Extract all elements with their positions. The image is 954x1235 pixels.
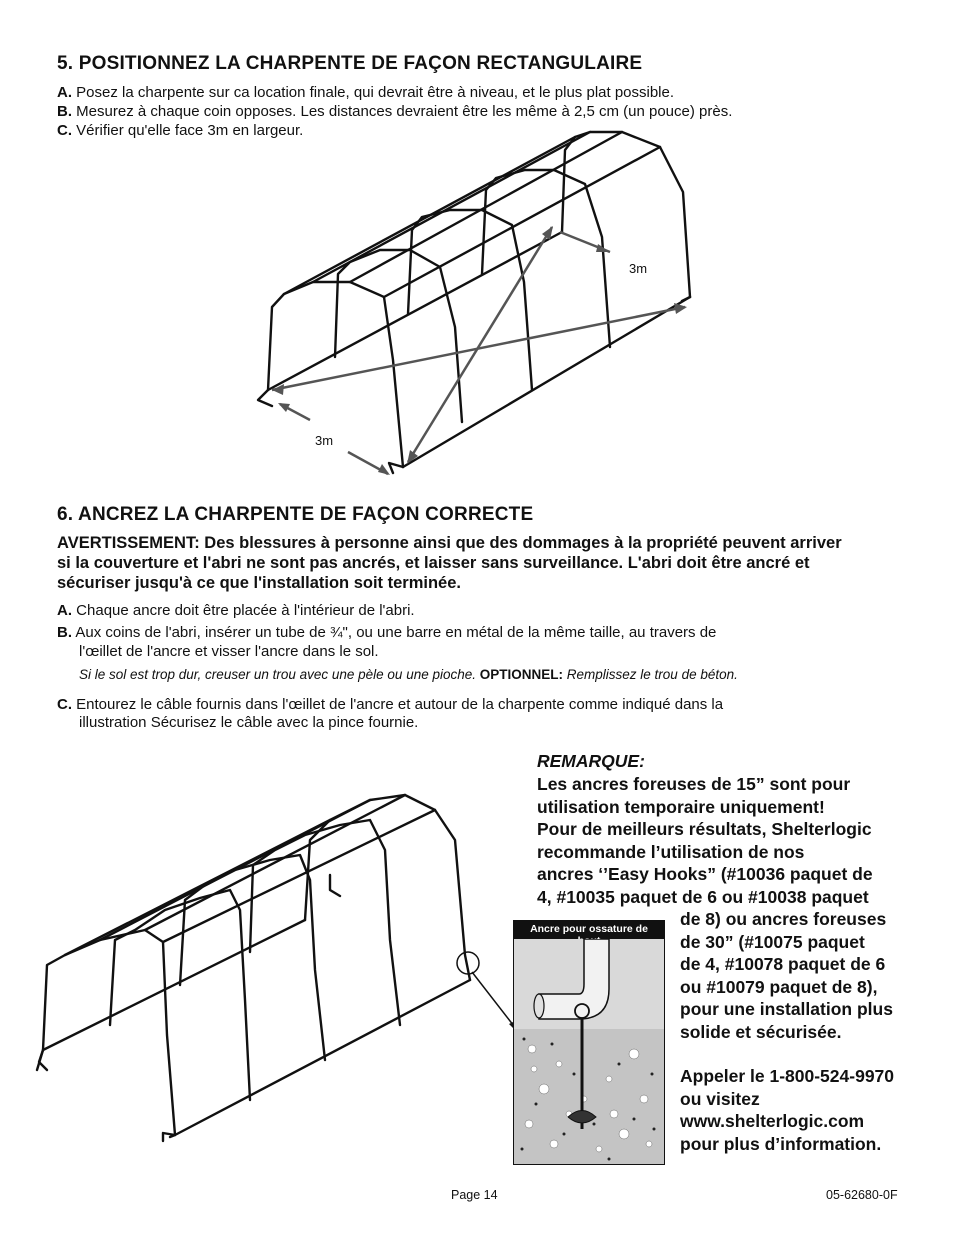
remark-line: de 30” (#10075 paquet <box>680 931 865 952</box>
contact-info <box>680 1065 930 1155</box>
anchor-drawing <box>514 939 664 1164</box>
remark-line: de 4, #10078 paquet de 6 <box>680 954 886 974</box>
remark-line: Pour de meilleurs résultats, Shelterlogic <box>537 819 872 839</box>
step-letter: C. <box>57 696 72 713</box>
page-number: Page 14 <box>451 1188 498 1202</box>
section5-title: 5. POSITIONNEZ LA CHARPENTE DE FAÇON RECTANGULAIRE <box>57 53 643 74</box>
document-code: 05-62680-0F <box>826 1188 898 1202</box>
step-letter: C. <box>57 122 72 139</box>
remark-line: de 8) ou ancres foreuses <box>680 909 887 929</box>
section6-step-a <box>57 601 415 620</box>
remark-line: Les ancres foreuses de 15” sont pour <box>537 774 851 794</box>
arrow-head <box>278 403 290 412</box>
dimension-label-left: 3m <box>315 433 334 448</box>
remark-line: utilisation temporaire uniquement! <box>537 796 825 817</box>
note-after: Remplissez le trou de béton. <box>566 667 738 682</box>
step-text: Chaque ancre doit être placée à l'intérieur de l'abri. <box>76 602 415 619</box>
step-text: Mesurez à chaque coin opposes. Les distances devraient être les même à 2,5 cm (un pouce) près. <box>76 103 733 120</box>
callout-leader <box>472 972 517 1030</box>
diagonal-arrows <box>272 227 685 474</box>
remark-narrow <box>680 908 930 1043</box>
anchor-detail-inset <box>513 920 665 1165</box>
warning-text: AVERTISSEMENT: Des blessures à personne ainsi que des dommages à la propriété peuvent arriver si la couverture et l'abri ne sont pas ancrés, et laisser sans surveillance. L'abri doit être ancré et sécuriser jusqu'à ce que l'installation soit terminée. <box>57 534 842 592</box>
note-text: Si le sol est trop dur, creuser un trou avec une pèle ou une pioche. <box>79 667 476 682</box>
step-text: Vérifier qu'elle face 3m en largeur. <box>76 122 304 139</box>
section6-step-b <box>57 623 716 642</box>
step-letter: A. <box>57 602 72 619</box>
section5-step-b <box>57 102 732 121</box>
section6-step-b-cont: l'œillet de l'ancre et visser l'ancre dans le sol. <box>79 643 379 660</box>
inset-label: Ancre pour ossature de <box>514 921 664 949</box>
frame-diagonal-illustration <box>250 122 710 482</box>
remark-line: pour une installation plus <box>680 999 893 1019</box>
remark-line: solide et sécurisée. <box>680 1021 842 1042</box>
section5-step-a <box>57 83 674 102</box>
section6-step-c-cont: illustration Sécurisez le câble avec la pince fournie. <box>79 714 419 731</box>
remark-line: recommande l’utilisation de nos <box>537 841 805 862</box>
step-text: Aux coins de l'abri, insérer un tube de ¾", ou une barre en métal de la même taille, au travers de <box>75 624 717 641</box>
frame-anchor-illustration <box>25 780 525 1180</box>
note-optional-label: OPTIONNEL: <box>479 667 564 682</box>
contact-phone: Appeler le 1-800-524-9970 <box>680 1066 895 1086</box>
soil-note <box>79 667 738 682</box>
section6-title: 6. ANCREZ LA CHARPENTE DE FAÇON CORRECTE <box>57 504 534 525</box>
arrow-head <box>674 303 687 314</box>
dimension-label-right: 3m <box>629 261 648 276</box>
section6-step-c <box>57 695 723 714</box>
remark-line: ancres ‘’Easy Hooks” (#10036 paquet de <box>537 864 873 884</box>
remark-line: ou #10079 paquet de 8), <box>680 976 878 997</box>
shelter-frame <box>258 132 690 473</box>
shelter-frame <box>37 795 470 1141</box>
contact-line: ou visitez <box>680 1088 760 1109</box>
arrow-head <box>378 464 390 475</box>
step-text: Entourez le câble fournis dans l'œillet de l'ancre et autour de la charpente comme indiqué dans la <box>76 696 724 713</box>
remark-full-width <box>537 773 917 908</box>
remark-heading: REMARQUE: <box>537 751 645 771</box>
contact-website: www.shelterlogic.com <box>680 1111 865 1131</box>
step-text: Posez la charpente sur ca location finale, qui devrait être à niveau, et le plus plat possible. <box>76 84 675 101</box>
step-letter: B. <box>57 624 72 641</box>
step-letter: B. <box>57 103 72 120</box>
remark-line: 4, #10035 paquet de 6 ou #10038 paquet <box>537 886 869 907</box>
contact-line: pour plus d’information. <box>680 1133 882 1154</box>
step-letter: A. <box>57 84 72 101</box>
